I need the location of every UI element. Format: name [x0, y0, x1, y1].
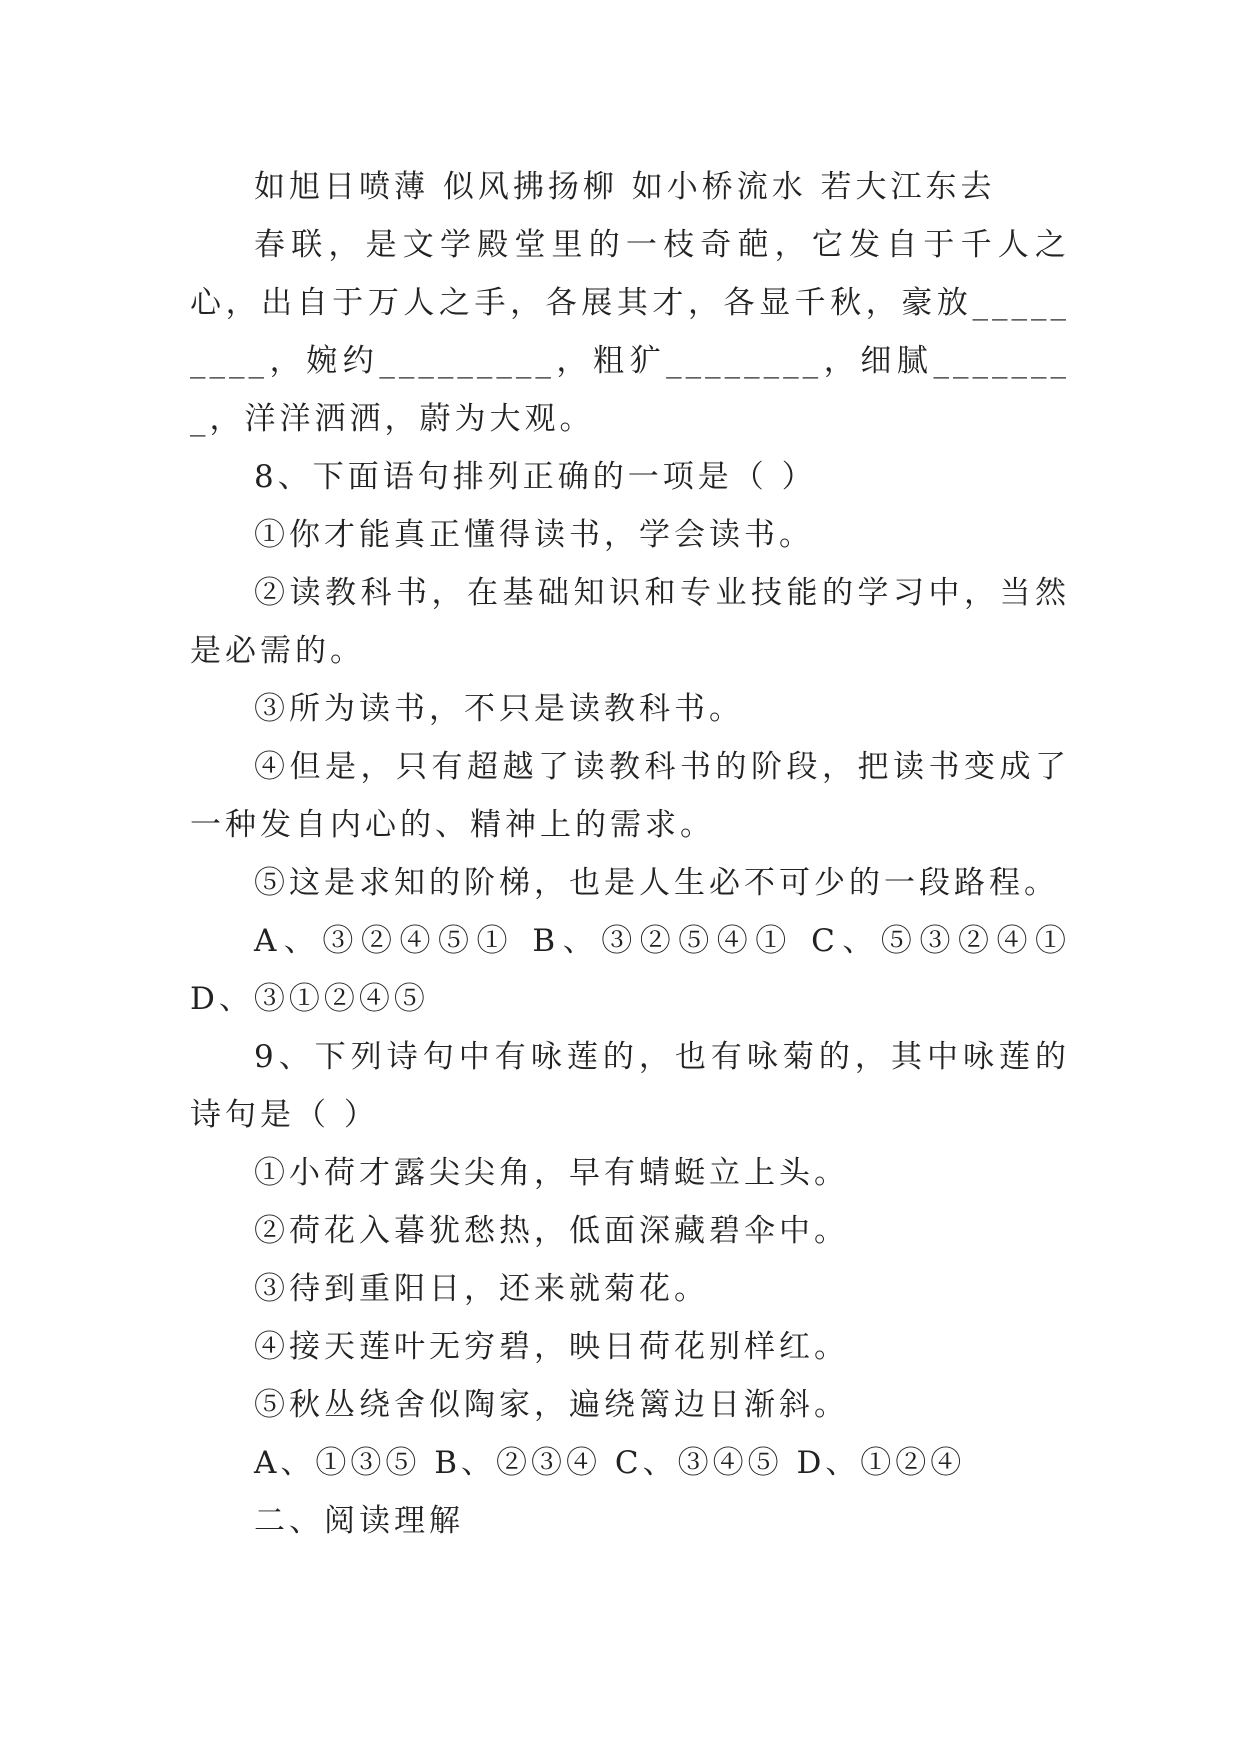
question-8-sentence-5: ⑤这是求知的阶梯，也是人生必不可少的一段路程。	[254, 865, 1059, 901]
question-9-line-2: ②荷花入暮犹愁热，低面深藏碧伞中。	[254, 1213, 849, 1249]
question-9-line-1: ①小荷才露尖尖角，早有蜻蜓立上头。	[254, 1155, 849, 1191]
question-9: 9、下列诗句中有咏莲的，也有咏菊的，其中咏莲的诗句是（ ）	[190, 1039, 1070, 1133]
question-9-line-5: ⑤秋丛绕舍似陶家，遍绕篱边日渐斜。	[254, 1387, 849, 1423]
question-8-options: A、③②④⑤① B、③②⑤④① C、⑤③②④① D、③①②④⑤	[190, 923, 1070, 1017]
question-8-sentence-3: ③所为读书，不只是读教科书。	[254, 691, 744, 727]
paragraph-spring-couplet: 春联，是文学殿堂里的一枝奇葩，它发自于千人之心，出自于万人之手，各展其才，各显千秋，豪放_________，婉约_________，粗犷________，细腻________，洋洋洒洒，蔚为大观。	[190, 227, 1070, 437]
document-body	[190, 158, 1070, 1550]
question-8-sentence-2: ②读教科书，在基础知识和专业技能的学习中，当然是必需的。	[190, 575, 1070, 669]
paragraph-couplet-phrases: 如旭日喷薄 似风拂扬柳 如小桥流水 若大江东去	[254, 169, 996, 205]
question-8-sentence-1: ①你才能真正懂得读书，学会读书。	[254, 517, 814, 553]
question-8: 8、下面语句排列正确的一项是（ ）	[254, 459, 817, 495]
question-9-line-4: ④接天莲叶无穷碧，映日荷花别样红。	[254, 1329, 849, 1365]
question-9-options: A、①③⑤ B、②③④ C、③④⑤ D、①②④	[254, 1445, 966, 1481]
section-heading-reading: 二、阅读理解	[254, 1503, 464, 1539]
question-9-line-3: ③待到重阳日，还来就菊花。	[254, 1271, 709, 1307]
question-8-sentence-4: ④但是，只有超越了读教科书的阶段，把读书变成了一种发自内心的、精神上的需求。	[190, 749, 1070, 843]
